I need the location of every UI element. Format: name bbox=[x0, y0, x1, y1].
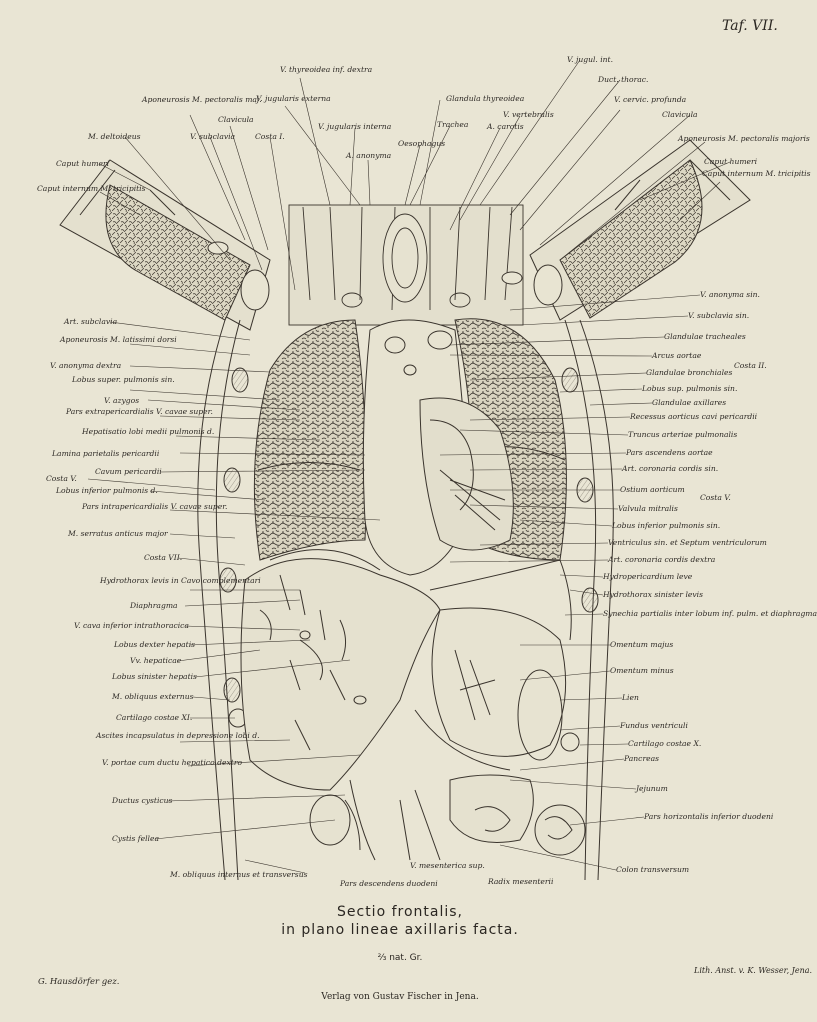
label-right: Fundus ventriculi bbox=[620, 721, 688, 730]
label-top: Aponeurosis M. pectoralis maj. bbox=[142, 95, 262, 104]
label-left: Cavum pericardii bbox=[95, 467, 162, 476]
label-left: Lobus sinister hepatis bbox=[112, 672, 197, 681]
label-left: Lobus inferior pulmonis d. bbox=[56, 486, 158, 495]
label-right: Glandulae axillares bbox=[652, 398, 727, 407]
plate-caption-line-2: in plano lineae axillaris facta. bbox=[281, 922, 519, 938]
label-right: Hydropericardium leve bbox=[603, 572, 693, 581]
lithographer-credit: Lith. Anst. v. K. Wesser, Jena. bbox=[694, 966, 813, 975]
label-left: Costa V. bbox=[46, 474, 77, 483]
label-top: V. cervic. profunda bbox=[614, 95, 687, 104]
label-right: Art. coronaria cordis sin. bbox=[622, 464, 719, 473]
label-top: Oesophagus bbox=[398, 139, 446, 148]
label-top: Caput internum M. tricipitis bbox=[37, 184, 146, 193]
label-top: Clavicula bbox=[218, 115, 254, 124]
label-top: V. subclavia bbox=[190, 132, 236, 141]
label-right: V. anonyma sin. bbox=[700, 290, 760, 299]
label-top: Glandula thyreoidea bbox=[446, 94, 525, 103]
label-top: Caput humeri bbox=[56, 159, 110, 168]
label-right: Lobus inferior pulmonis sin. bbox=[612, 521, 721, 530]
label-right: Omentum minus bbox=[610, 666, 674, 675]
label-right: Glandulae bronchiales bbox=[646, 368, 733, 377]
label-right: Cartilago costae X. bbox=[628, 739, 702, 748]
label-left: V. azygos bbox=[104, 396, 140, 405]
label-top: Caput humeri bbox=[704, 157, 758, 166]
label-left: Costa VII. bbox=[144, 553, 183, 562]
label-left: Lobus super. pulmonis sin. bbox=[72, 375, 175, 384]
label-right: Pars ascendens aortae bbox=[626, 448, 713, 457]
label-top: Caput internum M. tricipitis bbox=[702, 169, 811, 178]
label-left: Hydrothorax levis in Cavo complementari bbox=[100, 576, 261, 585]
label-right: V. subclavia sin. bbox=[688, 311, 750, 320]
label-right: Colon transversum bbox=[616, 865, 690, 874]
label-top: Duct. thorac. bbox=[598, 75, 649, 84]
label-right: Hydrothorax sinister levis bbox=[603, 590, 704, 599]
label-left: Ductus cysticus bbox=[112, 796, 173, 805]
label-left: V. anonyma dextra bbox=[50, 361, 122, 370]
label-right: Costa II. bbox=[734, 361, 767, 370]
artist-signature: G. Hausdörfer gez. bbox=[38, 977, 120, 987]
label-left: Diaphragma bbox=[130, 601, 178, 610]
label-bottom: V. mesenterica sup. bbox=[410, 861, 485, 870]
label-top: V. vertebralis bbox=[503, 110, 554, 119]
label-left: Aponeurosis M. latissimi dorsi bbox=[60, 335, 177, 344]
label-right: Ostium aorticum bbox=[620, 485, 685, 494]
plate-number: Taf. VII. bbox=[722, 18, 778, 34]
label-top: V. thyreoidea inf. dextra bbox=[280, 65, 373, 74]
label-top: V. jugularis interna bbox=[318, 122, 392, 131]
neck-region bbox=[289, 205, 523, 325]
label-left: Hepatisatio lobi medii pulmonis d. bbox=[82, 427, 215, 436]
label-left: M. obliquus externus bbox=[112, 692, 194, 701]
label-right: Synechia partialis inter lobum inf. pulm. et diaphragma bbox=[603, 609, 817, 618]
label-left: Ascites incapsulatus in depressione lobi d. bbox=[96, 731, 260, 740]
label-right: Omentum majus bbox=[610, 640, 674, 649]
label-left: M. obliquus internus et transversus bbox=[170, 870, 308, 879]
label-right: Arcus aortae bbox=[652, 351, 702, 360]
label-right: Costa V. bbox=[700, 493, 731, 502]
label-top: A. carotis bbox=[487, 122, 524, 131]
label-left: V. portae cum ductu hepatico dextro bbox=[102, 758, 243, 767]
label-top: Clavicula bbox=[662, 110, 698, 119]
label-left: Cystis fellea bbox=[112, 834, 159, 843]
label-right: Lien bbox=[622, 693, 639, 702]
label-top: V. jugularis externa bbox=[256, 94, 331, 103]
label-top: Trachea bbox=[437, 120, 469, 129]
publisher-credit: Verlag von Gustav Fischer in Jena. bbox=[321, 992, 479, 1002]
label-right: Lobus sup. pulmonis sin. bbox=[642, 384, 738, 393]
label-top: M. deltoideus bbox=[88, 132, 141, 141]
label-left: Lamina parietalis pericardii bbox=[52, 449, 160, 458]
scale-note: ⅔ nat. Gr. bbox=[377, 953, 423, 963]
plate-caption-line-1: Sectio frontalis, bbox=[337, 904, 463, 920]
label-left: Cartilago costae XI. bbox=[116, 713, 193, 722]
label-right: Glandulae tracheales bbox=[664, 332, 746, 341]
label-top: Costa I. bbox=[255, 132, 285, 141]
label-right: Pars horizontalis inferior duodeni bbox=[644, 812, 774, 821]
label-right: Truncus arteriae pulmonalis bbox=[628, 430, 738, 439]
label-left: Vv. hepaticae bbox=[130, 656, 182, 665]
label-top: V. jugul. int. bbox=[567, 55, 614, 64]
label-right: Art. coronaria cordis dextra bbox=[608, 555, 716, 564]
label-bottom: Radix mesenterii bbox=[488, 877, 554, 886]
label-right: Jejunum bbox=[636, 784, 668, 793]
label-left: Pars extrapericardialis V. cavae super. bbox=[66, 407, 213, 416]
label-left: Art. subclavia bbox=[64, 317, 118, 326]
label-bottom: Pars descendens duodeni bbox=[340, 879, 438, 888]
label-left: Pars intrapericardialis V. cavae super. bbox=[82, 502, 228, 511]
label-top: Aponeurosis M. pectoralis majoris bbox=[678, 134, 810, 143]
label-right: Recessus aorticus cavi pericardii bbox=[630, 412, 758, 421]
label-left: Lobus dexter hepatis bbox=[114, 640, 196, 649]
label-left: V. cava inferior intrathoracica bbox=[74, 621, 189, 630]
label-right: Pancreas bbox=[624, 754, 659, 763]
label-top: A. anonyma bbox=[346, 151, 392, 160]
label-right: Valvula mitralis bbox=[618, 504, 678, 513]
label-left: M. serratus anticus major bbox=[68, 529, 168, 538]
label-right: Ventriculus sin. et Septum ventriculorum bbox=[608, 538, 767, 547]
